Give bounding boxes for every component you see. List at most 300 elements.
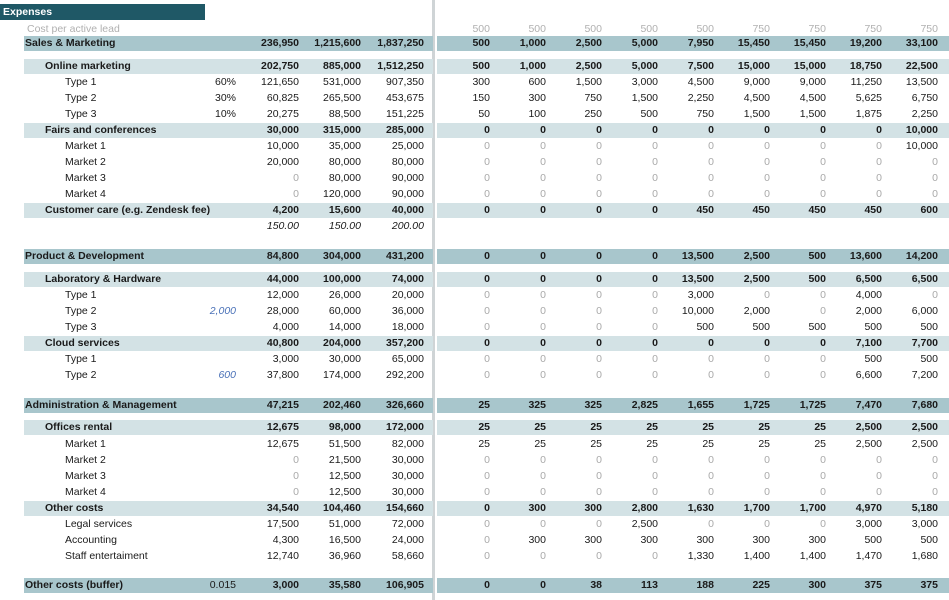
monthly-cell[interactable]: 0 [484,172,490,184]
monthly-cell[interactable]: 19,200 [849,37,882,49]
monthly-cell[interactable]: 2,800 [631,502,658,514]
monthly-cell[interactable]: 188 [696,579,714,591]
monthly-cell[interactable]: 0 [484,156,490,168]
annual-total-cell[interactable]: 174,000 [323,369,361,381]
monthly-cell[interactable]: 0 [652,273,658,285]
monthly-cell[interactable]: 0 [820,486,826,498]
monthly-cell[interactable]: 300 [584,534,602,546]
annual-total-cell[interactable]: 60,825 [266,92,299,104]
monthly-cell[interactable]: 0 [652,337,658,349]
monthly-cell[interactable]: 1,500 [743,108,770,120]
monthly-cell[interactable]: 300 [696,534,714,546]
monthly-cell[interactable]: 2,500 [743,250,770,262]
monthly-cell[interactable]: 1,725 [799,399,826,411]
annual-total-cell[interactable]: 58,660 [391,550,424,562]
monthly-cell[interactable]: 25 [478,438,490,450]
monthly-cell[interactable]: 0 [876,188,882,200]
cost-per-lead-cell[interactable]: 750 [920,23,938,35]
monthly-cell[interactable]: 25 [702,438,714,450]
monthly-cell[interactable]: 0 [484,140,490,152]
monthly-cell[interactable]: 5,625 [855,92,882,104]
monthly-cell[interactable]: 4,500 [743,92,770,104]
monthly-cell[interactable]: 0 [820,305,826,317]
monthly-cell[interactable]: 0 [484,550,490,562]
monthly-cell[interactable]: 50 [478,108,490,120]
annual-total-cell[interactable]: 12,740 [266,550,299,562]
monthly-cell[interactable]: 2,500 [743,273,770,285]
annual-total-cell[interactable]: 12,000 [266,289,299,301]
monthly-cell[interactable]: 225 [752,579,770,591]
monthly-cell[interactable]: 0 [484,454,490,466]
annual-total-cell[interactable]: 90,000 [391,188,424,200]
monthly-cell[interactable]: 0 [484,188,490,200]
monthly-cell[interactable]: 500 [696,321,714,333]
monthly-cell[interactable]: 13,500 [681,273,714,285]
annual-total-cell[interactable]: 21,500 [328,454,361,466]
monthly-cell[interactable]: 0 [876,124,882,136]
monthly-cell[interactable]: 25 [478,421,490,433]
monthly-cell[interactable]: 25 [646,421,658,433]
annual-total-cell[interactable]: 82,000 [391,438,424,450]
monthly-cell[interactable]: 100 [528,108,546,120]
monthly-cell[interactable]: 15,450 [737,37,770,49]
annual-total-cell[interactable]: 154,660 [386,502,424,514]
row-parameter[interactable]: 2,000 [209,305,236,317]
monthly-cell[interactable]: 500 [920,321,938,333]
monthly-cell[interactable]: 375 [920,579,938,591]
annual-total-cell[interactable]: 20,275 [266,108,299,120]
annual-total-cell[interactable]: 36,000 [391,305,424,317]
annual-total-cell[interactable]: 47,215 [266,399,299,411]
annual-total-cell[interactable]: 44,000 [266,273,299,285]
annual-total-cell[interactable]: 236,950 [261,37,299,49]
annual-total-cell[interactable]: 885,000 [323,60,361,72]
monthly-cell[interactable]: 750 [584,92,602,104]
annual-total-cell[interactable]: 10,000 [266,140,299,152]
monthly-cell[interactable]: 0 [652,321,658,333]
monthly-cell[interactable]: 0 [764,156,770,168]
monthly-cell[interactable]: 0 [540,124,546,136]
monthly-cell[interactable]: 11,250 [850,76,882,88]
annual-total-cell[interactable]: 104,460 [323,502,361,514]
monthly-cell[interactable]: 0 [820,156,826,168]
monthly-cell[interactable]: 38 [590,579,602,591]
monthly-cell[interactable]: 0 [540,250,546,262]
monthly-cell[interactable]: 0 [820,140,826,152]
monthly-cell[interactable]: 0 [652,250,658,262]
annual-total-cell[interactable]: 204,000 [323,337,361,349]
monthly-cell[interactable]: 0 [652,172,658,184]
annual-total-cell[interactable]: 60,000 [328,305,361,317]
monthly-cell[interactable]: 300 [528,92,546,104]
annual-total-cell[interactable]: 28,000 [266,305,299,317]
monthly-cell[interactable]: 0 [540,337,546,349]
monthly-cell[interactable]: 0 [540,204,546,216]
monthly-cell[interactable]: 0 [764,172,770,184]
monthly-cell[interactable]: 0 [484,518,490,530]
annual-total-cell[interactable]: 0 [293,454,299,466]
annual-total-cell[interactable]: 100,000 [323,273,361,285]
annual-total-cell[interactable]: 26,000 [328,289,361,301]
annual-total-cell[interactable]: 51,000 [328,518,361,530]
monthly-cell[interactable]: 0 [540,550,546,562]
annual-total-cell[interactable]: 150.00 [328,220,361,232]
monthly-cell[interactable]: 0 [764,140,770,152]
monthly-cell[interactable]: 0 [652,305,658,317]
monthly-cell[interactable]: 2,500 [911,421,938,433]
monthly-cell[interactable]: 0 [540,486,546,498]
monthly-cell[interactable]: 0 [820,172,826,184]
annual-total-cell[interactable]: 74,000 [391,273,424,285]
annual-total-cell[interactable]: 98,000 [328,421,361,433]
monthly-cell[interactable]: 0 [820,337,826,349]
monthly-cell[interactable]: 25 [814,438,826,450]
monthly-cell[interactable]: 3,000 [855,518,882,530]
annual-total-cell[interactable]: 20,000 [391,289,424,301]
annual-total-cell[interactable]: 40,000 [391,204,424,216]
monthly-cell[interactable]: 0 [540,140,546,152]
monthly-cell[interactable]: 25 [590,438,602,450]
annual-total-cell[interactable]: 25,000 [391,140,424,152]
monthly-cell[interactable]: 13,600 [849,250,882,262]
monthly-cell[interactable]: 13,500 [905,76,938,88]
monthly-cell[interactable]: 500 [864,353,882,365]
annual-total-cell[interactable]: 30,000 [328,353,361,365]
monthly-cell[interactable]: 0 [484,579,490,591]
monthly-cell[interactable]: 0 [820,124,826,136]
monthly-cell[interactable]: 0 [876,454,882,466]
monthly-cell[interactable]: 25 [590,421,602,433]
monthly-cell[interactable]: 0 [540,273,546,285]
annual-total-cell[interactable]: 106,905 [386,579,424,591]
monthly-cell[interactable]: 0 [764,289,770,301]
monthly-cell[interactable]: 2,500 [911,438,938,450]
annual-total-cell[interactable]: 0 [293,470,299,482]
monthly-cell[interactable]: 0 [540,353,546,365]
monthly-cell[interactable]: 0 [820,188,826,200]
annual-total-cell[interactable]: 1,512,250 [377,60,424,72]
monthly-cell[interactable]: 18,750 [849,60,882,72]
monthly-cell[interactable]: 250 [584,108,602,120]
monthly-cell[interactable]: 5,000 [631,37,658,49]
monthly-cell[interactable]: 7,950 [687,37,714,49]
monthly-cell[interactable]: 15,000 [737,60,770,72]
monthly-cell[interactable]: 0 [764,454,770,466]
annual-total-cell[interactable]: 15,600 [328,204,361,216]
monthly-cell[interactable]: 0 [764,369,770,381]
monthly-cell[interactable]: 300 [528,502,546,514]
annual-total-cell[interactable]: 431,200 [386,250,424,262]
monthly-cell[interactable]: 1,400 [743,550,770,562]
monthly-cell[interactable]: 0 [652,454,658,466]
annual-total-cell[interactable]: 172,000 [386,421,424,433]
monthly-cell[interactable]: 0 [540,518,546,530]
monthly-cell[interactable]: 0 [540,305,546,317]
monthly-cell[interactable]: 1,725 [743,399,770,411]
monthly-cell[interactable]: 7,680 [911,399,938,411]
annual-total-cell[interactable]: 151,225 [386,108,424,120]
annual-total-cell[interactable]: 200.00 [391,220,424,232]
annual-total-cell[interactable]: 4,300 [272,534,299,546]
monthly-cell[interactable]: 0 [484,289,490,301]
monthly-cell[interactable]: 7,100 [855,337,882,349]
monthly-cell[interactable]: 3,000 [911,518,938,530]
row-parameter[interactable]: 60% [214,76,236,88]
monthly-cell[interactable]: 0 [876,172,882,184]
annual-total-cell[interactable]: 35,000 [328,140,361,152]
monthly-cell[interactable]: 0 [596,188,602,200]
annual-total-cell[interactable]: 0 [293,188,299,200]
monthly-cell[interactable]: 15,450 [793,37,826,49]
monthly-cell[interactable]: 6,000 [911,305,938,317]
monthly-cell[interactable]: 5,180 [911,502,938,514]
monthly-cell[interactable]: 0 [652,156,658,168]
monthly-cell[interactable]: 450 [808,204,826,216]
monthly-cell[interactable]: 0 [652,353,658,365]
monthly-cell[interactable]: 2,250 [687,92,714,104]
monthly-cell[interactable]: 0 [708,124,714,136]
monthly-cell[interactable]: 600 [920,204,938,216]
monthly-cell[interactable]: 33,100 [905,37,938,49]
monthly-cell[interactable]: 0 [932,156,938,168]
annual-total-cell[interactable]: 80,000 [328,172,361,184]
monthly-cell[interactable]: 25 [478,399,490,411]
monthly-cell[interactable]: 0 [596,353,602,365]
monthly-cell[interactable]: 2,500 [575,60,602,72]
monthly-cell[interactable]: 0 [540,369,546,381]
annual-total-cell[interactable]: 326,660 [386,399,424,411]
row-parameter[interactable]: 10% [214,108,236,120]
monthly-cell[interactable]: 0 [484,470,490,482]
monthly-cell[interactable]: 500 [920,353,938,365]
monthly-cell[interactable]: 0 [484,502,490,514]
monthly-cell[interactable]: 0 [708,188,714,200]
monthly-cell[interactable]: 0 [652,188,658,200]
monthly-cell[interactable]: 0 [652,486,658,498]
monthly-cell[interactable]: 0 [764,188,770,200]
monthly-cell[interactable]: 0 [652,369,658,381]
annual-total-cell[interactable]: 453,675 [386,92,424,104]
monthly-cell[interactable]: 9,000 [799,76,826,88]
annual-total-cell[interactable]: 120,000 [323,188,361,200]
monthly-cell[interactable]: 500 [808,273,826,285]
annual-total-cell[interactable]: 90,000 [391,172,424,184]
monthly-cell[interactable]: 10,000 [681,305,714,317]
monthly-cell[interactable]: 0 [596,470,602,482]
monthly-cell[interactable]: 0 [708,140,714,152]
annual-total-cell[interactable]: 304,000 [323,250,361,262]
monthly-cell[interactable]: 25 [758,438,770,450]
monthly-cell[interactable]: 0 [596,250,602,262]
annual-total-cell[interactable]: 30,000 [391,486,424,498]
monthly-cell[interactable]: 500 [864,534,882,546]
monthly-cell[interactable]: 0 [540,188,546,200]
monthly-cell[interactable]: 25 [646,438,658,450]
annual-total-cell[interactable]: 265,500 [323,92,361,104]
cost-per-lead-cell[interactable]: 500 [584,23,602,35]
annual-total-cell[interactable]: 16,500 [328,534,361,546]
monthly-cell[interactable]: 0 [540,579,546,591]
monthly-cell[interactable]: 2,500 [631,518,658,530]
monthly-cell[interactable]: 1,875 [855,108,882,120]
annual-total-cell[interactable]: 12,500 [328,470,361,482]
monthly-cell[interactable]: 450 [752,204,770,216]
monthly-cell[interactable]: 25 [814,421,826,433]
monthly-cell[interactable]: 1,500 [799,108,826,120]
monthly-cell[interactable]: 0 [540,470,546,482]
monthly-cell[interactable]: 1,000 [519,37,546,49]
monthly-cell[interactable]: 0 [540,172,546,184]
monthly-cell[interactable]: 0 [708,486,714,498]
monthly-cell[interactable]: 25 [758,421,770,433]
monthly-cell[interactable]: 0 [484,124,490,136]
monthly-cell[interactable]: 0 [708,369,714,381]
monthly-cell[interactable]: 500 [752,321,770,333]
monthly-cell[interactable]: 300 [472,76,490,88]
monthly-cell[interactable]: 0 [596,156,602,168]
annual-total-cell[interactable]: 37,800 [266,369,299,381]
monthly-cell[interactable]: 0 [764,486,770,498]
monthly-cell[interactable]: 150 [472,92,490,104]
monthly-cell[interactable]: 15,000 [793,60,826,72]
cost-per-lead-cell[interactable]: 500 [472,23,490,35]
monthly-cell[interactable]: 3,000 [631,76,658,88]
monthly-cell[interactable]: 0 [596,289,602,301]
monthly-cell[interactable]: 13,500 [681,250,714,262]
monthly-cell[interactable]: 0 [932,188,938,200]
monthly-cell[interactable]: 0 [596,454,602,466]
monthly-cell[interactable]: 300 [808,579,826,591]
annual-total-cell[interactable]: 357,200 [386,337,424,349]
annual-total-cell[interactable]: 202,750 [261,60,299,72]
monthly-cell[interactable]: 2,500 [855,438,882,450]
monthly-cell[interactable]: 0 [540,321,546,333]
annual-total-cell[interactable]: 12,675 [266,438,299,450]
monthly-cell[interactable]: 0 [484,204,490,216]
monthly-cell[interactable]: 0 [708,518,714,530]
monthly-cell[interactable]: 1,500 [631,92,658,104]
monthly-cell[interactable]: 6,500 [911,273,938,285]
annual-total-cell[interactable]: 3,000 [272,353,299,365]
monthly-cell[interactable]: 325 [584,399,602,411]
monthly-cell[interactable]: 0 [876,470,882,482]
monthly-cell[interactable]: 0 [708,353,714,365]
monthly-cell[interactable]: 10,000 [905,140,938,152]
monthly-cell[interactable]: 4,500 [799,92,826,104]
monthly-cell[interactable]: 600 [528,76,546,88]
monthly-cell[interactable]: 0 [932,454,938,466]
monthly-cell[interactable]: 2,000 [743,305,770,317]
monthly-cell[interactable]: 5,000 [631,60,658,72]
annual-total-cell[interactable]: 0 [293,172,299,184]
monthly-cell[interactable]: 0 [708,172,714,184]
annual-total-cell[interactable]: 315,000 [323,124,361,136]
monthly-cell[interactable]: 1,400 [799,550,826,562]
annual-total-cell[interactable]: 12,675 [266,421,299,433]
annual-total-cell[interactable]: 84,800 [266,250,299,262]
annual-total-cell[interactable]: 3,000 [272,579,299,591]
monthly-cell[interactable]: 0 [932,289,938,301]
monthly-cell[interactable]: 0 [484,273,490,285]
monthly-cell[interactable]: 0 [484,337,490,349]
monthly-cell[interactable]: 0 [876,156,882,168]
row-parameter[interactable]: 0.015 [209,579,236,591]
monthly-cell[interactable]: 0 [540,454,546,466]
monthly-cell[interactable]: 0 [652,124,658,136]
annual-total-cell[interactable]: 531,000 [323,76,361,88]
monthly-cell[interactable]: 6,600 [855,369,882,381]
monthly-cell[interactable]: 0 [540,156,546,168]
annual-total-cell[interactable]: 80,000 [328,156,361,168]
annual-total-cell[interactable]: 121,650 [261,76,299,88]
monthly-cell[interactable]: 0 [596,140,602,152]
monthly-cell[interactable]: 0 [596,321,602,333]
annual-total-cell[interactable]: 20,000 [266,156,299,168]
annual-total-cell[interactable]: 36,960 [328,550,361,562]
annual-total-cell[interactable]: 14,000 [328,321,361,333]
monthly-cell[interactable]: 2,825 [631,399,658,411]
monthly-cell[interactable]: 1,470 [855,550,882,562]
cost-per-lead-cell[interactable]: 750 [752,23,770,35]
row-parameter[interactable]: 600 [218,369,236,381]
monthly-cell[interactable]: 0 [540,289,546,301]
annual-total-cell[interactable]: 40,800 [266,337,299,349]
monthly-cell[interactable]: 0 [764,470,770,482]
annual-total-cell[interactable]: 17,500 [266,518,299,530]
annual-total-cell[interactable]: 88,500 [328,108,361,120]
monthly-cell[interactable]: 9,000 [743,76,770,88]
monthly-cell[interactable]: 1,700 [743,502,770,514]
annual-total-cell[interactable]: 34,540 [266,502,299,514]
monthly-cell[interactable]: 1,700 [799,502,826,514]
annual-total-cell[interactable]: 12,500 [328,486,361,498]
monthly-cell[interactable]: 0 [652,140,658,152]
monthly-cell[interactable]: 0 [484,305,490,317]
row-parameter[interactable]: 30% [214,92,236,104]
annual-total-cell[interactable]: 80,000 [391,156,424,168]
monthly-cell[interactable]: 500 [808,321,826,333]
monthly-cell[interactable]: 0 [596,550,602,562]
monthly-cell[interactable]: 300 [640,534,658,546]
monthly-cell[interactable]: 500 [920,534,938,546]
cost-per-lead-cell[interactable]: 500 [528,23,546,35]
annual-total-cell[interactable]: 4,000 [272,321,299,333]
monthly-cell[interactable]: 300 [752,534,770,546]
monthly-cell[interactable]: 0 [596,204,602,216]
monthly-cell[interactable]: 4,000 [855,289,882,301]
monthly-cell[interactable]: 7,200 [911,369,938,381]
monthly-cell[interactable]: 4,500 [687,76,714,88]
monthly-cell[interactable]: 1,630 [687,502,714,514]
annual-total-cell[interactable]: 30,000 [266,124,299,136]
monthly-cell[interactable]: 0 [596,518,602,530]
monthly-cell[interactable]: 0 [708,470,714,482]
monthly-cell[interactable]: 1,330 [687,550,714,562]
monthly-cell[interactable]: 0 [596,172,602,184]
monthly-cell[interactable]: 0 [764,337,770,349]
cost-per-lead-cell[interactable]: 750 [808,23,826,35]
monthly-cell[interactable]: 0 [820,470,826,482]
monthly-cell[interactable]: 22,500 [905,60,938,72]
monthly-cell[interactable]: 113 [641,579,658,591]
monthly-cell[interactable]: 0 [652,289,658,301]
monthly-cell[interactable]: 500 [864,321,882,333]
monthly-cell[interactable]: 375 [864,579,882,591]
annual-total-cell[interactable]: 72,000 [391,518,424,530]
annual-total-cell[interactable]: 1,215,600 [314,37,361,49]
monthly-cell[interactable]: 6,500 [855,273,882,285]
annual-total-cell[interactable]: 202,460 [323,399,361,411]
